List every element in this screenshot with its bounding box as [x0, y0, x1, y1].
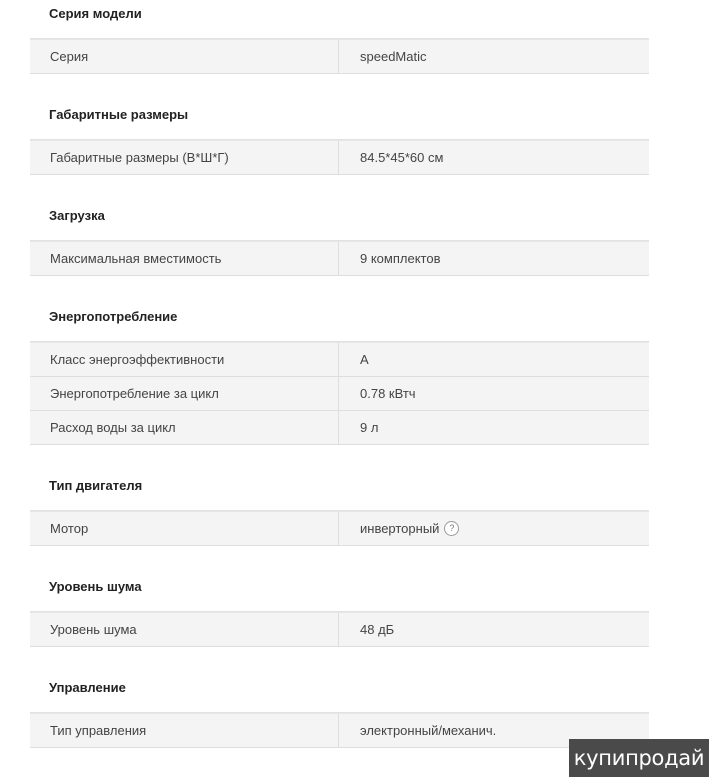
spec-key: Энергопотребление за цикл: [30, 377, 339, 410]
spec-value: speedMatic: [360, 49, 427, 64]
kupiprodai-watermark: купипродай: [569, 739, 709, 777]
spec-key: Расход воды за цикл: [30, 411, 339, 444]
section-title-model-series: Серия модели: [49, 6, 142, 21]
spec-table-control: [30, 712, 649, 748]
spec-value: 84.5*45*60 см: [360, 150, 444, 165]
spec-value: 9 комплектов: [360, 251, 441, 266]
spec-row-motor: [30, 511, 649, 546]
spec-value: электронный/механич.: [360, 723, 497, 738]
spec-key: Максимальная вместимость: [30, 242, 339, 275]
spec-key: Тип управления: [30, 714, 339, 747]
spec-row-dimensions: [30, 140, 649, 175]
spec-value: 0.78 кВтч: [360, 386, 416, 401]
spec-value: 9 л: [360, 420, 379, 435]
spec-key: Габаритные размеры (В*Ш*Г): [30, 141, 339, 174]
spec-row-energy-class: [30, 342, 649, 377]
spec-row-capacity: [30, 241, 649, 276]
spec-value: 48 дБ: [360, 622, 395, 637]
section-title-dimensions: Габаритные размеры: [49, 107, 189, 122]
help-question-icon[interactable]: ?: [444, 521, 459, 536]
spec-table-model-series: [30, 38, 649, 74]
spec-row-noise-level: [30, 612, 649, 647]
spec-value: A: [360, 352, 369, 367]
spec-key: Мотор: [30, 512, 339, 545]
spec-table-dimensions: [30, 139, 649, 175]
spec-value: инверторный: [360, 521, 440, 536]
spec-key: Класс энергоэффективности: [30, 343, 339, 376]
spec-row-control-type: [30, 713, 649, 748]
spec-row-water-per-cycle: [30, 411, 649, 445]
section-title-noise: Уровень шума: [49, 579, 142, 594]
section-title-motor-type: Тип двигателя: [49, 478, 143, 493]
spec-key: Серия: [30, 40, 339, 73]
spec-table-loading: [30, 240, 649, 276]
specifications-list: [30, 0, 649, 748]
section-title-loading: Загрузка: [49, 208, 105, 223]
spec-row-series: [30, 39, 649, 74]
spec-table-motor: [30, 510, 649, 546]
section-title-control: Управление: [49, 680, 126, 695]
spec-value-cell: [339, 512, 649, 545]
section-title-energy: Энергопотребление: [49, 309, 178, 324]
spec-key: Уровень шума: [30, 613, 339, 646]
spec-row-energy-per-cycle: [30, 377, 649, 411]
spec-table-noise: [30, 611, 649, 647]
spec-table-energy: [30, 341, 649, 445]
